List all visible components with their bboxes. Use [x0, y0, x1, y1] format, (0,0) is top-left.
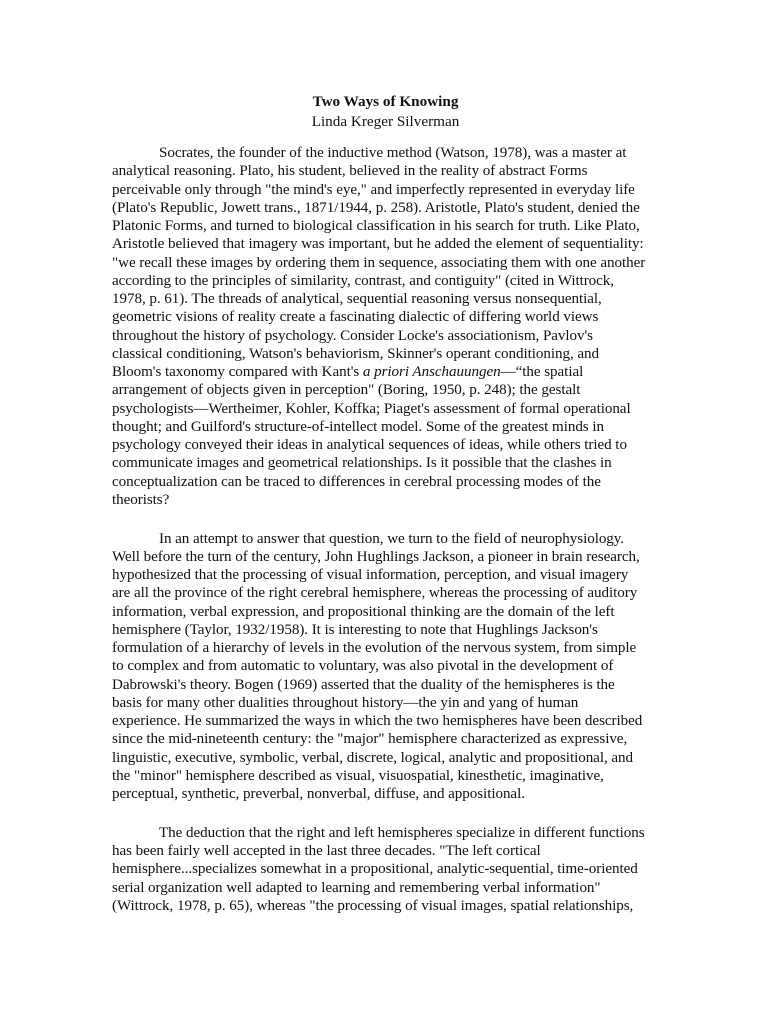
- text-line: formulation of a hierarchy of levels in the evolution of the nervous system, from simple: [112, 640, 637, 656]
- text-line: analytical reasoning. Plato, his student, believed in the reality of abstract Forms: [112, 163, 588, 180]
- text-line: serial organization well adapted to learning and remembering verbal information": [112, 879, 601, 896]
- text-line: Socrates, the founder of the inductive method (Watson, 1978), was a master at: [159, 145, 627, 161]
- text-line: has been fairly well accepted in the last three decades. "The left cortical: [112, 843, 541, 859]
- document-body: [112, 144, 656, 936]
- text-line: Dabrowski's theory. Bogen (1969) asserted that the duality of the hemispheres is the: [112, 676, 615, 693]
- text-line: hypothesized that the processing of visual information, perception, and visual imagery: [112, 567, 629, 583]
- text-line: according to the principles of similarity, contrast, and contiguity" (cited in Wittrock,: [112, 272, 615, 289]
- text-line: The deduction that the right and left hemispheres specialize in different functions: [159, 824, 645, 841]
- document-title: Two Ways of Knowing: [312, 93, 459, 110]
- text-line: hemisphere...specializes somewhat in a propositional, analytic-sequential, time-oriented: [112, 861, 638, 878]
- paragraph-1: [112, 144, 656, 509]
- text-line: linguistic, executive, symbolic, verbal, discrete, logical, analytic and propositional, and: [112, 749, 633, 766]
- text-line: the "minor" hemisphere described as visual, visuospatial, kinesthetic, imaginative,: [112, 767, 604, 784]
- text-line: arrangement of objects given in perception" (Boring, 1950, p. 248); the gestalt: [112, 382, 581, 399]
- text-line: Well before the turn of the century, John Hughlings Jackson, a pioneer in brain research,: [112, 548, 640, 565]
- document-author: Linda Kreger Silverman: [311, 113, 460, 130]
- paragraph-3: [112, 824, 656, 915]
- text-line: conceptualization can be traced to differences in cerebral processing modes of the: [112, 473, 601, 490]
- text-line: are all the province of the right cerebral hemisphere, whereas the processing of auditory: [112, 585, 638, 602]
- text-line: perceptual, synthetic, preverbal, nonverbal, diffuse, and appositional.: [112, 786, 525, 802]
- text-line-with-italic: [112, 363, 656, 381]
- text-line: "we recall these images by ordering them in sequence, associating them with one another: [112, 254, 646, 271]
- text-segment: —“the spatial: [500, 364, 584, 380]
- text-line: thought; and Guilford's structure-of-intellect model. Some of the greatest minds in: [112, 418, 604, 435]
- text-line: psychologists—Wertheimer, Kohler, Koffka; Piaget's assessment of formal operational: [112, 400, 631, 417]
- text-line: hemisphere (Taylor, 1932/1958). It is interesting to note that Hughlings Jackson's: [112, 621, 598, 638]
- text-line: (Plato's Republic, Jowett trans., 1871/1944, p. 258). Aristotle, Plato's student, denied the: [112, 199, 640, 216]
- text-line: (Wittrock, 1978, p. 65), whereas "the processing of visual images, spatial relationships,: [112, 897, 634, 914]
- text-line: communicate images and geometrical relationships. Is it possible that the clashes in: [112, 455, 612, 472]
- text-line: throughout the history of psychology. Consider Locke's associationism, Pavlov's: [112, 327, 593, 344]
- italic-phrase: a priori Anschauungen: [362, 364, 501, 380]
- text-line: to complex and from automatic to voluntary, was also pivotal in the development of: [112, 658, 614, 675]
- text-segment: Bloom's taxonomy compared with Kant's: [112, 364, 363, 380]
- text-line: classical conditioning, Watson's behaviorism, Skinner's operant conditioning, and: [112, 345, 600, 362]
- text-line: information, verbal expression, and propositional thinking are the domain of the left: [112, 603, 615, 620]
- text-line: basis for many other dualities throughout history—the yin and yang of human: [112, 694, 579, 711]
- text-line: theorists?: [112, 491, 170, 508]
- paragraph-2: [112, 530, 656, 804]
- text-line: In an attempt to answer that question, we turn to the field of neurophysiology.: [159, 530, 625, 547]
- text-line: since the mid-nineteenth century: the "major" hemisphere characterized as expressive,: [112, 731, 628, 748]
- text-line: experience. He summarized the ways in which the two hemispheres have been described: [112, 713, 643, 729]
- text-line: Aristotle believed that imagery was important, but he added the element of sequentiality:: [112, 236, 644, 253]
- text-line: perceivable only through "the mind's eye," and imperfectly represented in everyday life: [112, 181, 635, 198]
- text-line: Platonic Forms, and turned to biological classification in his search for truth. Like Plato,: [112, 218, 640, 234]
- text-line: geometric visions of reality create a fascinating dialectic of differing world views: [112, 309, 599, 326]
- text-line: psychology conveyed their ideas in analytical sequences of ideas, while others tried to: [112, 437, 627, 453]
- document-header: [0, 92, 768, 132]
- text-line: 1978, p. 61). The threads of analytical, sequential reasoning versus nonsequential,: [112, 291, 602, 307]
